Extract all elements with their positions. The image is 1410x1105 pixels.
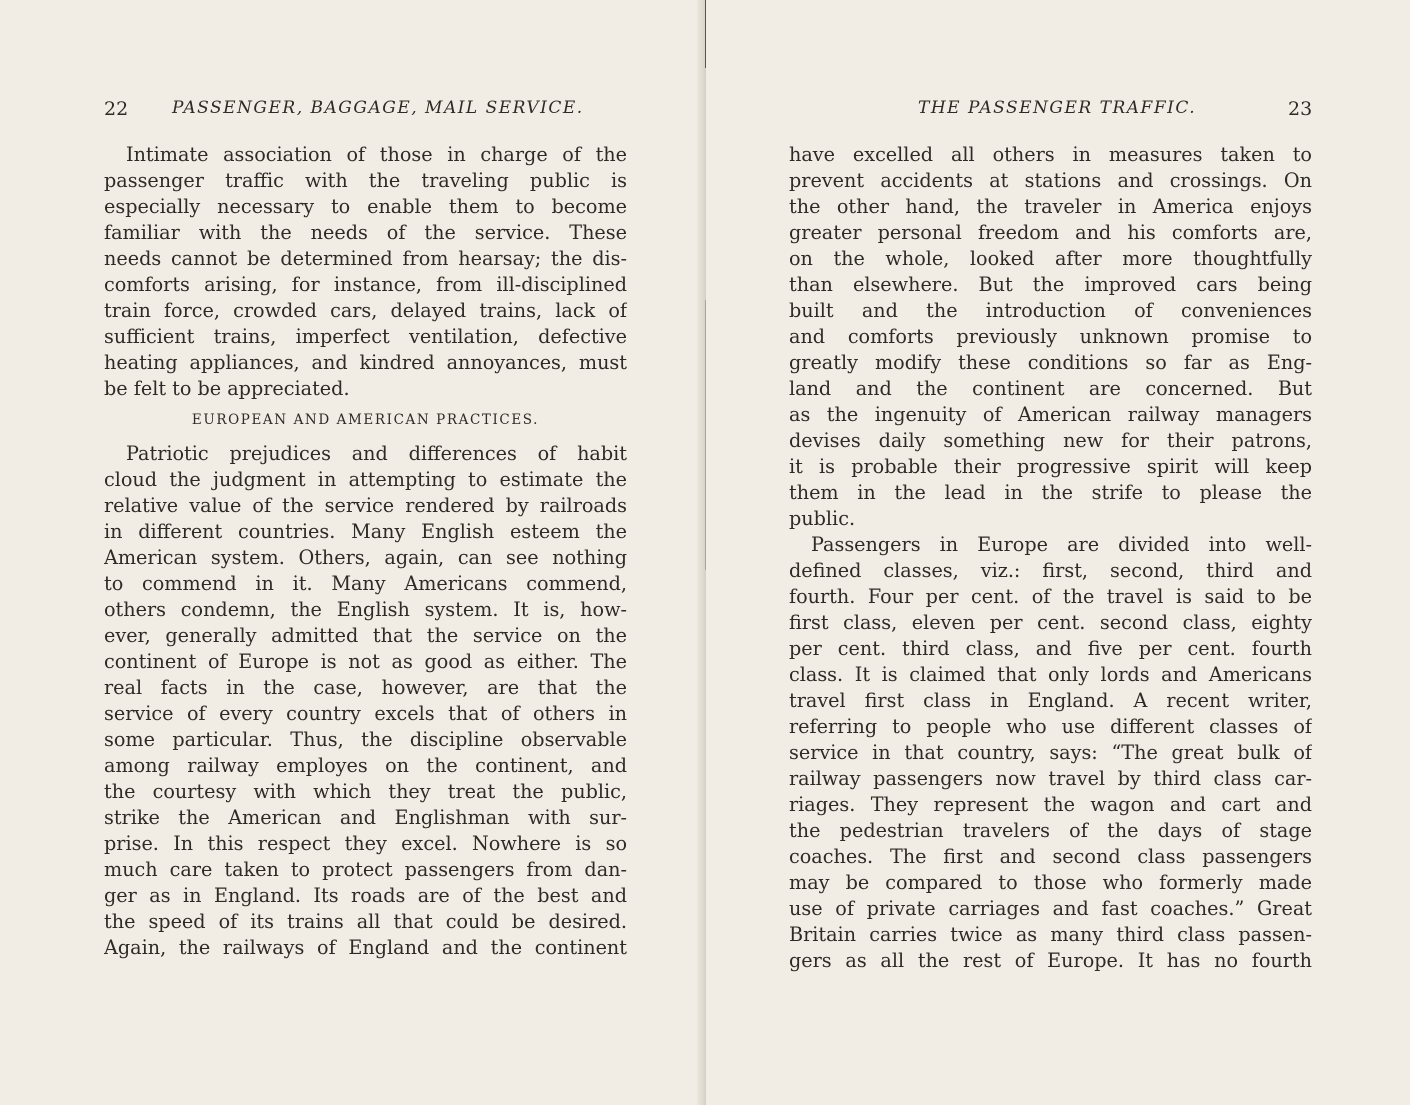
text-line: others condemn, the English system. It is, how- — [104, 598, 627, 621]
text-line: American system. Others, again, can see nothing — [104, 546, 627, 569]
text-line: some particular. Thus, the discipline observable — [104, 728, 627, 751]
text-line: referring to people who use different classes of — [789, 715, 1312, 738]
text-line: prise. In this respect they excel. Nowhere is so — [104, 832, 627, 855]
paragraph — [789, 142, 1312, 532]
text-line: the pedestrian travelers of the days of stage — [789, 819, 1312, 842]
text-line: on the whole, looked after more thoughtfully — [789, 247, 1312, 270]
section-heading: EUROPEAN AND AMERICAN PRACTICES. — [191, 412, 540, 428]
text-line: travel first class in England. A recent writer, — [789, 689, 1312, 712]
text-line: ger as in England. Its roads are of the best and — [104, 884, 627, 907]
text-line: first class, eleven per cent. second class, eighty — [789, 611, 1312, 634]
text-line: heating appliances, and kindred annoyances, must — [104, 351, 627, 374]
text-line: strike the American and Englishman with sur- — [104, 806, 627, 829]
text-line: service of every country excels that of others in — [104, 702, 627, 725]
text-line: to commend in it. Many Americans commend, — [104, 572, 627, 595]
text-line: fourth. Four per cent. of the travel is said to be — [789, 585, 1312, 608]
text-line: devises daily something new for their patrons, — [789, 429, 1312, 452]
text-line: class. It is claimed that only lords and Americans — [789, 663, 1312, 686]
text-line: built and the introduction of conveniences — [789, 299, 1312, 322]
text-line: the speed of its trains all that could be desired. — [104, 910, 627, 933]
text-line: use of private carriages and fast coaches.” Great — [789, 897, 1312, 920]
text-line: as the ingenuity of American railway managers — [789, 403, 1312, 426]
text-line: Intimate association of those in charge of the — [126, 143, 627, 166]
right-page-text — [789, 142, 1312, 974]
text-line: greater personal freedom and his comforts are, — [789, 221, 1312, 244]
text-line: riages. They represent the wagon and cart and — [789, 793, 1312, 816]
text-line: railway passengers now travel by third class car- — [789, 767, 1312, 790]
text-line: familiar with the needs of the service. These — [104, 221, 627, 244]
left-page — [0, 0, 704, 1105]
text-line: greatly modify these conditions so far as Eng- — [789, 351, 1312, 374]
text-line: much care taken to protect passengers from dan- — [104, 858, 627, 881]
text-line: ever, generally admitted that the service on the — [104, 624, 627, 647]
running-head-right: THE PASSENGER TRAFFIC. — [918, 98, 1197, 118]
text-line: prevent accidents at stations and crossings. On — [789, 169, 1312, 192]
text-line: gers as all the rest of Europe. It has no fourth — [789, 949, 1312, 972]
text-line: Passengers in Europe are divided into well- — [811, 533, 1312, 556]
text-line: may be compared to those who formerly made — [789, 871, 1312, 894]
text-line: public. — [789, 507, 856, 530]
page-number-left: 22 — [104, 98, 129, 120]
text-line: per cent. third class, and five per cent. fourth — [789, 637, 1312, 660]
text-line: defined classes, viz.: first, second, third and — [789, 559, 1312, 582]
running-head-left: PASSENGER, BAGGAGE, MAIL SERVICE. — [172, 98, 584, 118]
text-line: the courtesy with which they treat the public, — [104, 780, 627, 803]
text-line: sufficient trains, imperfect ventilation, defective — [104, 325, 627, 348]
text-line: it is probable their progressive spirit will keep — [789, 455, 1312, 478]
text-line: real facts in the case, however, are that the — [104, 676, 627, 699]
text-line: needs cannot be determined from hearsay; the dis- — [104, 247, 627, 270]
text-line: be felt to be appreciated. — [104, 377, 350, 400]
left-page-text — [104, 142, 627, 961]
right-page — [706, 0, 1410, 1105]
paragraph — [789, 532, 1312, 974]
text-line: than elsewhere. But the improved cars being — [789, 273, 1312, 296]
text-line: comforts arising, for instance, from ill-disciplined — [104, 273, 627, 296]
text-line: in different countries. Many English esteem the — [104, 520, 627, 543]
paragraph — [104, 441, 627, 961]
text-line: among railway employes on the continent, and — [104, 754, 627, 777]
text-line: passenger traffic with the traveling public is — [104, 169, 627, 192]
paragraph — [104, 142, 627, 402]
text-line: cloud the judgment in attempting to estimate the — [104, 468, 627, 491]
text-line: land and the continent are concerned. But — [789, 377, 1312, 400]
text-line: Britain carries twice as many third class passen- — [789, 923, 1312, 946]
text-line: train force, crowded cars, delayed trains, lack of — [104, 299, 627, 322]
text-line: service in that country, says: “The great bulk of — [789, 741, 1312, 764]
text-line: especially necessary to enable them to become — [104, 195, 627, 218]
text-line: Again, the railways of England and the continent — [104, 936, 627, 959]
text-line: coaches. The first and second class passengers — [789, 845, 1312, 868]
text-line: and comforts previously unknown promise to — [789, 325, 1312, 348]
text-line: Patriotic prejudices and differences of habit — [126, 442, 627, 465]
text-line: continent of Europe is not as good as either. The — [104, 650, 627, 673]
text-line: them in the lead in the strife to please the — [789, 481, 1312, 504]
text-line: the other hand, the traveler in America enjoys — [789, 195, 1312, 218]
text-line: relative value of the service rendered by railroads — [104, 494, 627, 517]
page-number-right: 23 — [1288, 98, 1313, 120]
text-line: have excelled all others in measures taken to — [789, 143, 1312, 166]
